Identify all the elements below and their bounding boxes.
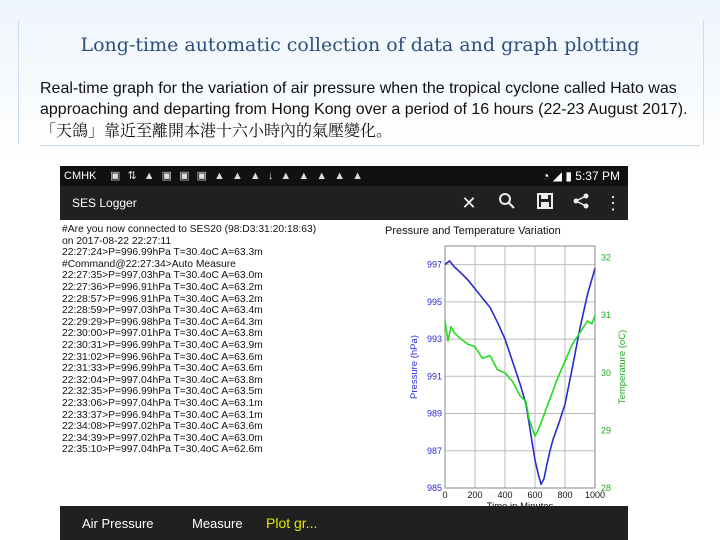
right-tick-label: 29 <box>601 425 612 436</box>
log-line: 22:29:29>P=996.98hPa T=30.4oC A=64.3m <box>62 316 263 328</box>
search-icon[interactable] <box>496 192 518 214</box>
description-chinese: 「天鴿」靠近至離開本港十六小時內的氣壓變化。 <box>40 121 393 140</box>
left-tick-label: 985 <box>426 483 442 493</box>
log-line: 22:32:04>P=997.04hPa T=30.4oC A=63.8m <box>62 374 263 386</box>
log-line: 22:31:33>P=996.99hPa T=30.4oC A=63.6m <box>62 363 263 375</box>
log-text <box>62 224 352 514</box>
slide-title: Long-time automatic collection of data and graph plotting <box>80 34 640 56</box>
signal-icon: ◢ <box>552 169 562 183</box>
log-line: 22:27:35>P=997.03hPa T=30.4oC A=63.0m <box>62 270 263 282</box>
left-tick-label: 991 <box>426 371 442 382</box>
close-icon[interactable]: ✕ <box>461 193 477 213</box>
temperature-series-line <box>445 315 595 436</box>
log-line: 22:30:31>P=996.99hPa T=30.4oC A=63.9m <box>62 339 263 351</box>
left-tick-label: 997 <box>426 259 442 270</box>
log-line: 22:27:24>P=996.99hPa T=30.4oC A=63.3m <box>62 247 263 259</box>
x-tick-label: 400 <box>497 490 513 500</box>
log-line: 22:28:57>P=996.91hPa T=30.4oC A=63.2m <box>62 293 263 305</box>
status-right <box>542 169 620 183</box>
description-english: Real-time graph for the variation of air pressure when the tropical cyclone called Hato was approaching and departing from Hong Kong over a period of 16 hours (22-23 August 2017). <box>40 80 688 118</box>
x-tick-label: 600 <box>527 490 543 500</box>
log-line: 22:34:08>P=997.02hPa T=30.4oC A=63.6m <box>62 421 263 433</box>
log-line: 22:34:39>P=997.02hPa T=30.4oC A=63.0m <box>62 432 263 444</box>
more-vert-icon[interactable]: ⋮ <box>604 193 622 213</box>
log-line: #Are you now connected to SES20 (98:D3:31:20:18:63) <box>62 224 317 235</box>
pressure-temperature-chart <box>345 220 628 510</box>
log-line: 22:28:59>P=997.03hPa T=30.4oC A=63.4m <box>62 305 263 317</box>
save-icon[interactable] <box>534 192 556 214</box>
right-tick-label: 30 <box>601 367 612 378</box>
notification-icons: ▣ ⇅ ▲ ▣ ▣ ▣ ▲ ▲ ▲ ↓ ▲ ▲ ▲ ▲ ▲ <box>110 170 366 182</box>
right-tick-label: 31 <box>601 310 612 321</box>
log-line: 22:33:06>P=997.04hPa T=30.4oC A=63.1m <box>62 397 263 409</box>
y-axis-label-right: Temperature (oC) <box>617 329 628 405</box>
nav-plot-graph[interactable]: Plot gr... <box>266 515 318 531</box>
left-tick-label: 987 <box>426 445 442 456</box>
clock-time: 5:37 PM <box>575 169 620 183</box>
log-line: 22:33:37>P=996.94hPa T=30.4oC A=63.1m <box>62 409 263 421</box>
divider <box>40 145 700 146</box>
battery-icon: ▮ <box>565 169 572 183</box>
log-line: 22:31:02>P=996.96hPa T=30.4oC A=63.6m <box>62 351 263 363</box>
x-tick-label: 0 <box>442 490 448 500</box>
bottom-nav <box>60 506 628 540</box>
x-tick-label: 200 <box>467 490 483 500</box>
x-tick-label: 1000 <box>584 490 606 500</box>
chart-title: Pressure and Temperature Variation <box>385 225 561 237</box>
right-tick-label: 28 <box>601 483 612 493</box>
carrier-label: CMHK <box>64 170 97 182</box>
log-line: on 2017-08-22 22:27:11 <box>62 235 172 247</box>
nav-air-pressure[interactable]: Air Pressure <box>82 516 154 531</box>
left-tick-label: 989 <box>426 408 442 419</box>
x-tick-label: 800 <box>557 490 573 500</box>
log-line: 22:35:10>P=997.04hPa T=30.4oC A=62.6m <box>62 444 263 456</box>
log-line: 22:32:35>P=996.99hPa T=30.4oC A=63.5m <box>62 386 263 398</box>
log-line: #Command@22:27:34>Auto Measure <box>62 258 236 270</box>
status-bar <box>60 166 628 186</box>
app-title: SES Logger <box>72 196 137 210</box>
y-axis-label-left: Pressure (hPa) <box>409 335 420 399</box>
left-tick-label: 995 <box>426 296 442 307</box>
slide-description <box>40 78 690 142</box>
log-line: 22:27:36>P=996.91hPa T=30.4oC A=63.2m <box>62 281 263 293</box>
wifi-icon: ◔ <box>542 169 550 183</box>
app-bar <box>60 186 628 220</box>
left-tick-label: 993 <box>426 334 442 345</box>
right-tick-label: 32 <box>601 252 612 263</box>
nav-measure[interactable]: Measure <box>192 516 243 531</box>
phone-screenshot <box>60 166 628 540</box>
share-icon[interactable] <box>570 192 592 214</box>
log-line: 22:30:00>P=997.01hPa T=30.4oC A=63.8m <box>62 328 263 340</box>
